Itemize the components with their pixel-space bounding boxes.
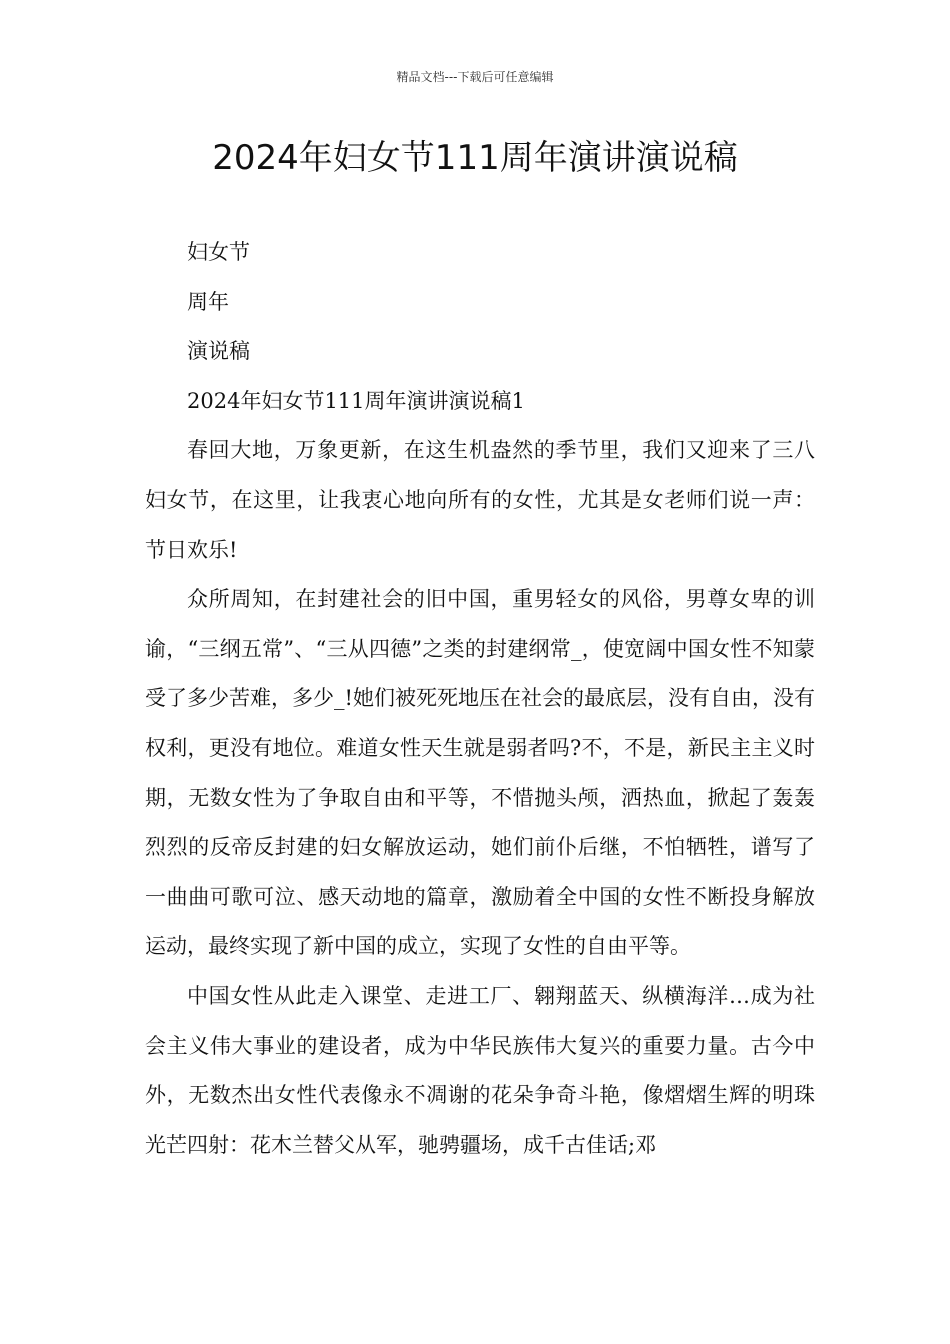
document-title: 2024年妇女节111周年演讲演说稿 [212, 138, 738, 178]
paragraph: 众所周知，在封建社会的旧中国，重男轻女的风俗，男尊女卑的训谕，“三纲五常”、“三从四德”之类的封建纲常_，使宽阔中国女性不知蒙受了多少苦难，多少_!她们被死死地压在社会的最底层，没有自由，没有权利，更没有地位。难道女性天生就是弱者吗?不，不是，新民主主义时期，无数女性为了争取自由和平等，不惜抛头颅，洒热血，掀起了轰轰烈烈的反帝反封建的妇女解放运动，她们前仆后继，不怕牺牲，谱写了一曲曲可歌可泣、感天动地的篇章，激励着全中国的女性不断投身解放运动，最终实现了新中国的成立，实现了女性的自由平等。 [145, 587, 815, 959]
header-note: 精品文档---下载后可任意编辑 [396, 70, 554, 84]
keyword-line: 演说稿 [187, 339, 250, 364]
section-subtitle: 2024年妇女节111周年演讲演说稿1 [187, 388, 525, 413]
keyword-line: 周年 [187, 289, 229, 314]
keyword-line: 妇女节 [187, 240, 250, 264]
paragraph: 春回大地，万象更新，在这生机盎然的季节里，我们又迎来了三八妇女节，在这里，让我衷心地向所有的女性，尤其是女老师们说一声：节日欢乐! [145, 438, 815, 562]
document-body [145, 228, 815, 1170]
paragraph: 中国女性从此走入课堂、走进工厂、翱翔蓝天、纵横海洋…成为社会主义伟大事业的建设者，成为中华民族伟大复兴的重要力量。古今中外，无数杰出女性代表像永不凋谢的花朵争奇斗艳，像熠熠生辉的明珠光芒四射：花木兰替父从军，驰骋疆场，成千古佳话;邓 [145, 983, 815, 1157]
